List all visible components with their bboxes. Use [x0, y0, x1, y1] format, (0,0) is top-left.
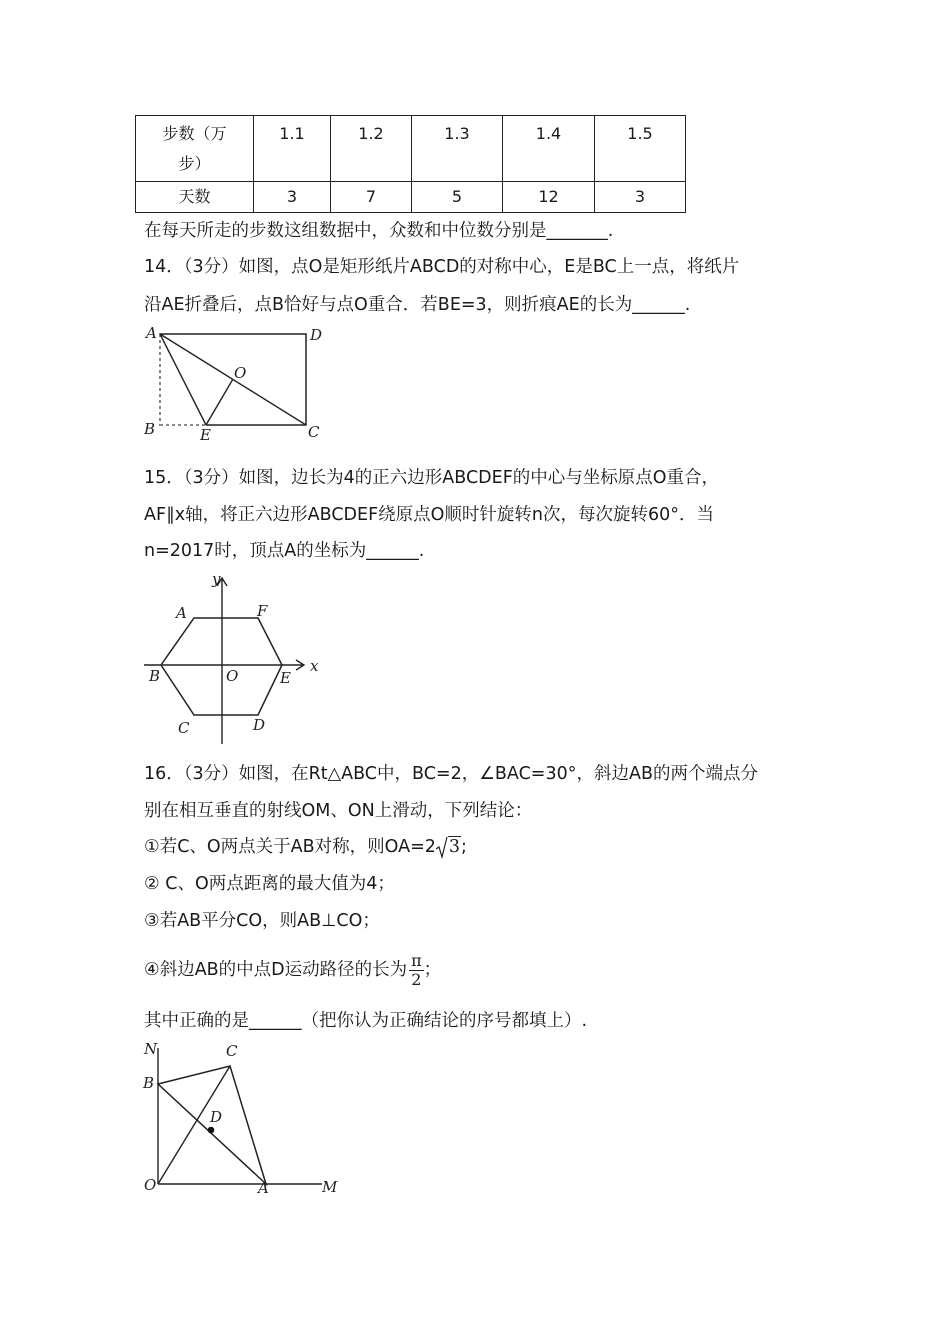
q14-text-line1: 14．（3分）如图，点O是矩形纸片ABCD的对称中心，E是BC上一点，将纸片 [144, 257, 740, 277]
label-o: O [226, 667, 239, 685]
label-b: B [149, 667, 161, 685]
q15-text-line1: 15．（3分）如图，边长为4的正六边形ABCDEF的中心与坐标原点O重合， [144, 468, 720, 488]
table-cell: 12 [503, 182, 595, 213]
table-row [136, 116, 686, 182]
label-c: C [308, 423, 320, 441]
q16-text-line1: 16．（3分）如图，在Rt△ABC中，BC=2，∠BAC=30°，斜边AB的两个端点分 [144, 764, 758, 784]
segment-eo [206, 379, 233, 425]
label-c: C [226, 1042, 238, 1060]
q16-triangle-figure [138, 1036, 348, 1198]
table-cell: 7 [331, 182, 412, 213]
q15-text-line2: AF∥x轴，将正六边形ABCDEF绕原点O顺时针旋转n次，每次旋转60°．当 [144, 505, 715, 525]
label-a: A [176, 604, 187, 622]
label-c: C [178, 719, 190, 737]
q16-text-line2: 别在相互垂直的射线OM、ON上滑动，下列结论： [144, 801, 533, 821]
label-e: E [280, 669, 291, 687]
table-cell: 1.1 [254, 116, 331, 182]
radical-sign-icon [436, 835, 448, 859]
label-a: A [258, 1179, 269, 1197]
q14-text-line2: 沿AE折叠后，点B恰好与点O重合．若BE=3，则折痕AE的长为______. [144, 295, 691, 315]
q16-answer-line: 其中正确的是______（把你认为正确结论的序号都填上）. [144, 1011, 588, 1031]
q16-conclusion-1: ①若C、O两点关于AB对称，则OA=2 3; [144, 837, 467, 857]
q16-conclusion-3: ③若AB平分CO，则AB⊥CO； [144, 911, 380, 931]
table-cell: 3 [595, 182, 686, 213]
table-cell: 1.2 [331, 116, 412, 182]
label-a: A [146, 324, 157, 342]
label-n: N [144, 1040, 158, 1058]
label-d: D [310, 326, 323, 344]
label-f: F [257, 602, 268, 620]
label-m: M [322, 1178, 338, 1196]
q16-conclusion-4: ④斜边AB的中点D运动路径的长为 $\frac{\pi}{2}$ ； [144, 950, 442, 989]
label-x: x [310, 657, 319, 675]
q15-hexagon-figure [138, 568, 328, 746]
label-o: O [144, 1176, 157, 1194]
label-b: B [143, 1074, 155, 1092]
label-b: B [144, 420, 156, 438]
label-d: D [253, 716, 266, 734]
table-header-cell: 天数 [136, 182, 254, 213]
q14-rectangle-figure [138, 322, 338, 446]
q13-question-tail: 在每天所走的步数这组数据中，众数和中位数分别是_______. [144, 221, 614, 241]
label-e: E [200, 426, 211, 444]
table-cell: 3 [254, 182, 331, 213]
label-d: D [210, 1108, 223, 1126]
table-cell: 1.5 [595, 116, 686, 182]
fraction-pi-over-2: $\frac{\pi}{2}$ [411, 950, 422, 989]
table-cell: 1.3 [412, 116, 503, 182]
label-o: O [234, 364, 247, 382]
table-row [136, 182, 686, 213]
q15-text-line3: n=2017时，顶点A的坐标为______. [144, 541, 425, 561]
table-cell: 1.4 [503, 116, 595, 182]
midpoint-d [208, 1127, 215, 1134]
sqrt-expression: 3 [436, 835, 461, 859]
steps-days-table [135, 115, 686, 213]
table-header-cell: 步数（万 步） [136, 116, 254, 182]
label-y: y [212, 570, 221, 588]
q16-conclusion-2: ② C、O两点距离的最大值为4； [144, 874, 395, 894]
table-cell: 5 [412, 182, 503, 213]
